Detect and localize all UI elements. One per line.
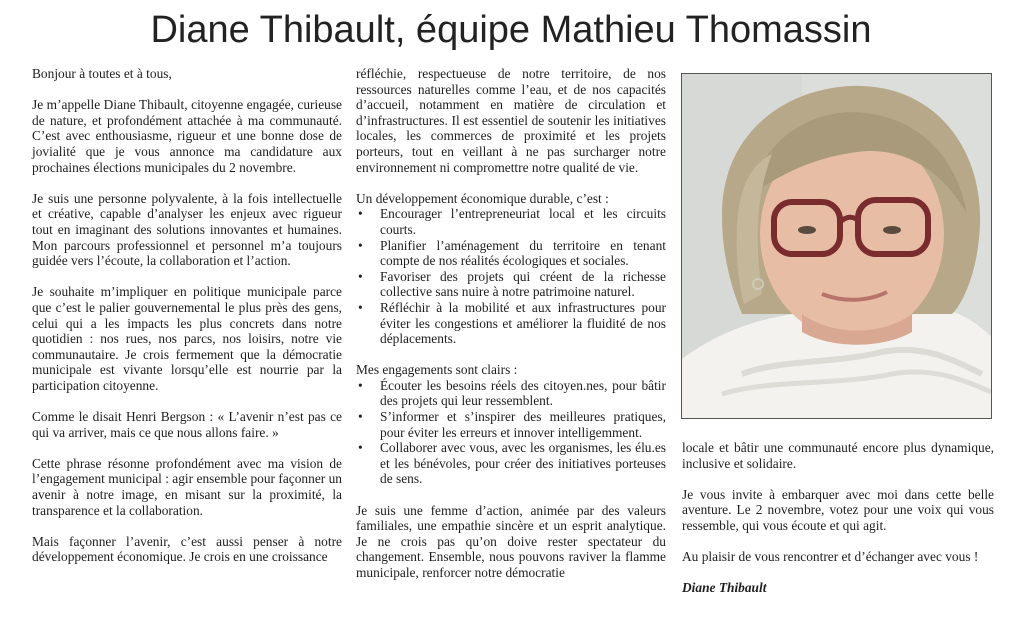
list-item: • Encourager l’entrepreneuriat local et les circuits courts.	[356, 206, 666, 237]
paragraph: Je suis une femme d’action, animée par des valeurs familiales, une empathie sincère et un esprit analytique. Je ne crois pas qu’on doive rester spectateur du changement. Ensemble, nous pouvons raviver la flamme municipale, renforcer notre démocratie	[356, 502, 666, 580]
paragraph: Cette phrase résonne profondément avec ma vision de l’engagement municipal : agir ensemble pour façonner un avenir à notre image, en misant sur la proximité, la transparence et la collaboration.	[32, 455, 342, 518]
list-heading: Mes engagements sont clairs :	[356, 362, 518, 378]
engagements-list	[356, 378, 666, 487]
list-item: • Écouter les besoins réels des citoyen.nes, pour bâtir des projets qui leur ressemblent.	[356, 378, 666, 409]
list-item: • Collaborer avec vous, avec les organismes, les élu.es et les bénévoles, pour créer des initiatives porteuses de sens.	[356, 440, 666, 487]
portrait-illustration	[682, 74, 991, 418]
candidate-photo	[681, 73, 992, 419]
paragraph: Je souhaite m’impliquer en politique municipale parce que c’est le palier gouvernemental le plus près des gens, celui qui a les impacts les plus concrets dans notre quotidien : nos rues, nos parcs, nos loisirs, notre vie communautaire. Je crois fermement que la démocratie municipale est vivante lorsqu’elle est nourrie par la participation citoyenne.	[32, 284, 342, 393]
list-item: • Planifier l’aménagement du territoire en tenant compte de nos réalités écologiques et sociales.	[356, 238, 666, 269]
bergson-quote: Comme le disait Henri Bergson : « L’avenir n’est pas ce qui va arriver, mais ce que nous allons faire. »	[32, 409, 342, 440]
paragraph: locale et bâtir une communauté encore plus dynamique, inclusive et solidaire.	[682, 440, 994, 471]
paragraph: Je vous invite à embarquer avec moi dans cette belle aventure. Le 2 novembre, votez pour une voix qui vous ressemble, qui vous écoute et qui agit.	[682, 486, 994, 533]
paragraph: Je m’appelle Diane Thibault, citoyenne engagée, curieuse de nature, et profondément attachée à ma communauté. C’est avec enthousiasme, rigueur et une bonne dose de jovialité que je vous annonce ma candidature aux prochaines élections municipales du 2 novembre.	[32, 97, 342, 175]
paragraph: Je suis une personne polyvalente, à la fois intellectuelle et créative, capable d’analyser les enjeux avec rigueur tout en imaginant des solutions innovantes et humaines. Mon parcours professionnel et personnel m’a toujours guidée vers l’écoute, la collaboration et l’action.	[32, 190, 342, 269]
paragraph: Au plaisir de vous rencontrer et d’échanger avec vous !	[682, 549, 979, 565]
list-item: • S’informer et s’inspirer des meilleures pratiques, pour éviter les erreurs et innover intelligemment.	[356, 409, 666, 440]
list-heading: Un développement économique durable, c’est :	[356, 190, 609, 206]
column-1	[32, 66, 342, 565]
development-list	[356, 206, 666, 346]
column-3	[682, 440, 994, 596]
article-title: Diane Thibault, équipe Mathieu Thomassin	[150, 9, 872, 51]
paragraph: Bonjour à toutes et à tous,	[32, 66, 172, 81]
paragraph: Mais façonner l’avenir, c’est aussi penser à notre développement économique. Je crois en une croissance	[32, 533, 342, 565]
list-item: • Réfléchir à la mobilité et aux infrastructures pour éviter les congestions et améliorer la fluidité de nos déplacements.	[356, 300, 666, 347]
signature: Diane Thibault	[682, 580, 767, 596]
column-2	[356, 66, 666, 581]
paragraph: réfléchie, respectueuse de notre territoire, de nos ressources naturelles comme l’eau, et de nos capacités d’accueil, notamment en matière de circulation et d’infrastructures. Il est essentiel de soutenir les initiatives locales, les commerces de proximité et les projets porteurs, tout en veillant à ne pas surcharger notre environnement ni compromettre notre qualité de vie.	[356, 66, 666, 175]
list-item: • Favoriser des projets qui créent de la richesse collective sans nuire à notre patrimoine naturel.	[356, 269, 666, 300]
